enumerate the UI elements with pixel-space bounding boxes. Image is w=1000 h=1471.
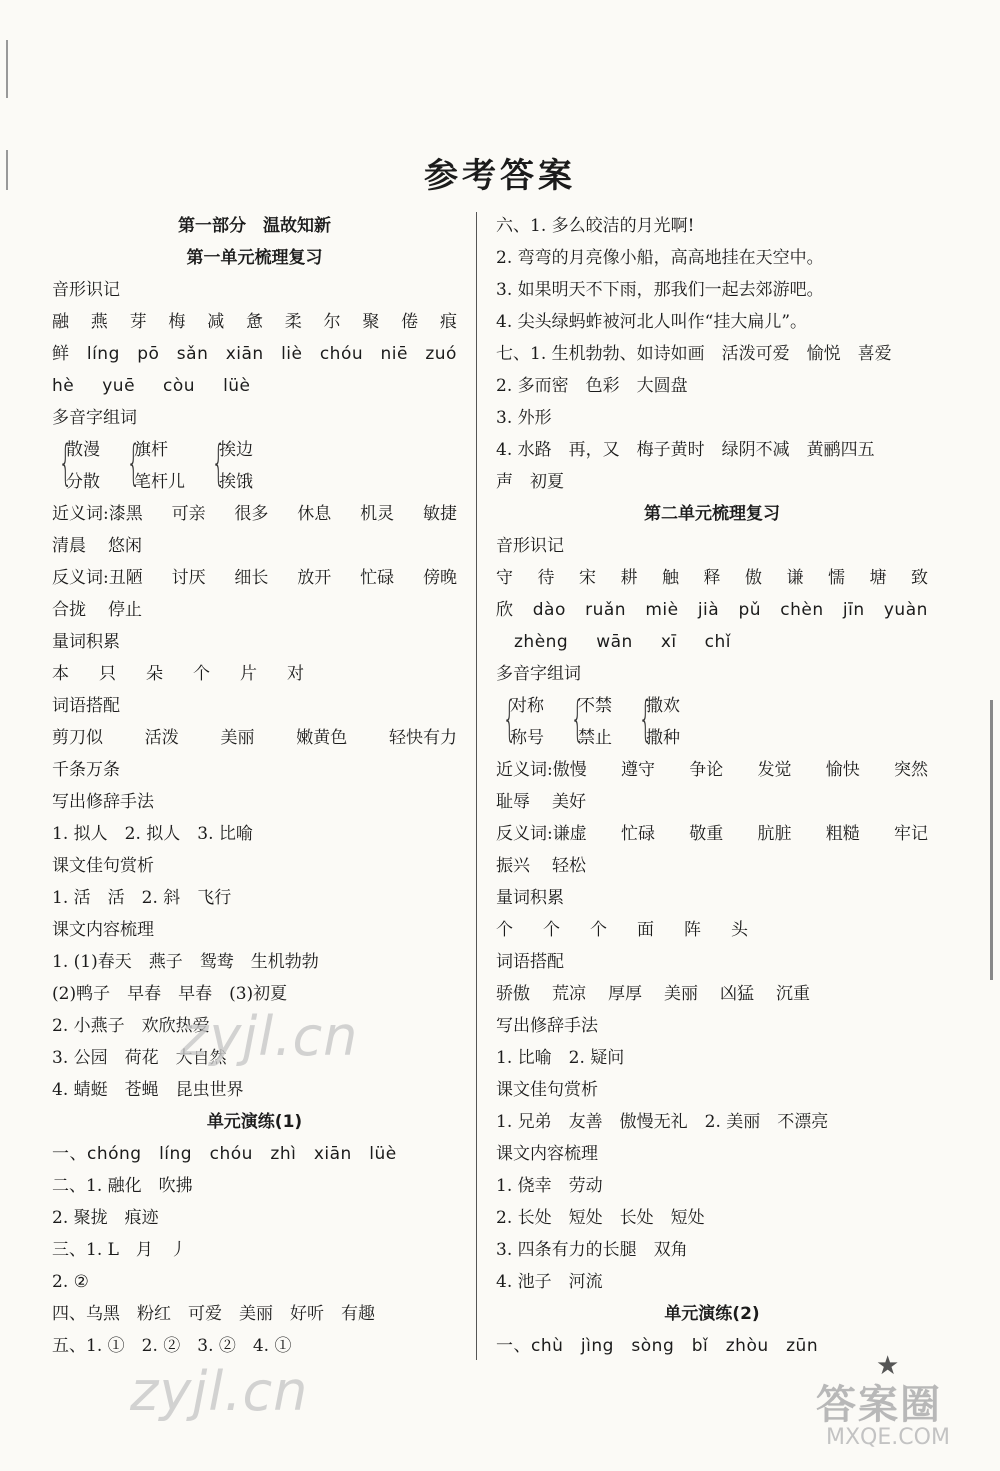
word: 活泼 (144, 728, 179, 748)
answer-line: 2. 长处 短处 长处 短处 (496, 1208, 705, 1228)
pinyin-row (52, 370, 457, 402)
word: líng (86, 344, 120, 364)
word: zuó (425, 344, 457, 364)
word: 敬重 (689, 824, 724, 844)
word: 个 (590, 920, 607, 940)
brace-mark: { (58, 435, 73, 491)
measure-word-row (496, 914, 928, 946)
badge-url: MXQE.COM (826, 1425, 950, 1450)
section-label: 音形识记 (52, 280, 120, 300)
part-title: 第一部分 温故知新 (178, 216, 331, 236)
pinyin-row (496, 594, 928, 626)
answer-line: 3. 如果明天不下雨，那我们一起去郊游吧。 (496, 280, 824, 300)
word: 遵守 (620, 760, 655, 780)
section-label: 多音字组词 (496, 664, 581, 684)
brace-item: 撒种 (646, 728, 680, 748)
answer-line: 3. 外形 (496, 408, 552, 428)
word: 美好 (552, 792, 586, 812)
word: 牢记 (893, 824, 928, 844)
word: 耻辱 (496, 792, 530, 812)
word: 嫩黄色 (296, 728, 348, 748)
answer-line: 七、1. 生机勃勃、如诗如画 活泼可爱 愉悦 喜爱 (496, 344, 892, 364)
brace-mark: { (211, 435, 226, 491)
word: 轻松 (552, 856, 586, 876)
unit-title: 第二单元梳理复习 (644, 504, 780, 524)
word: 塘 (869, 568, 887, 588)
answer-line: 一、chóng líng chóu zhì xiān lüè (52, 1144, 397, 1164)
brace-mark: { (126, 435, 141, 491)
word: 讨厌 (171, 568, 206, 588)
collocation-row (496, 978, 928, 1010)
polyphone-groups (496, 690, 928, 754)
polyphone-groups (52, 434, 457, 498)
section-label: 多音字组词 (52, 408, 137, 428)
word: 个 (543, 920, 560, 940)
column-divider (476, 212, 477, 1360)
word: 只 (99, 664, 116, 684)
word: 肮脏 (757, 824, 792, 844)
word: 沉重 (776, 984, 810, 1004)
word: sǎn (176, 344, 209, 364)
brace-item: 笔杆儿 (134, 472, 185, 492)
word: yuàn (883, 600, 928, 620)
answer-line: 1. 活 活 2. 斜 飞行 (52, 888, 232, 908)
word: 可亲 (171, 504, 206, 524)
word: 尔 (323, 312, 341, 332)
word: jīn (842, 600, 865, 620)
watermark: zyjl.cn (130, 1360, 309, 1423)
left-column (52, 210, 457, 1362)
section-label: 词语搭配 (496, 952, 564, 972)
brace-item: 撒欢 (646, 696, 680, 716)
brace-item: 称号 (510, 728, 544, 748)
word: 反义词:谦虚 (496, 824, 587, 844)
answer-line: 五、1. ① 2. ② 3. ② 4. ① (52, 1336, 292, 1356)
word: 轻快有力 (389, 728, 457, 748)
word: 聚 (362, 312, 380, 332)
answer-line: 二、1. 融化 吹拂 (52, 1176, 193, 1196)
word: 宋 (579, 568, 596, 588)
star-icon: ★ (876, 1351, 900, 1381)
brace-group (120, 434, 195, 498)
word: 芽 (129, 312, 147, 332)
word: 反义词:丑陋 (52, 568, 143, 588)
brace-group (564, 690, 622, 754)
answer-line: 2. 弯弯的月亮像小船，高高地挂在天空中。 (496, 248, 824, 268)
answer-line: 一、chù jìng sòng bǐ zhòu zūn (496, 1336, 819, 1356)
watermark: zyjl.cn (180, 1005, 359, 1068)
word: 凶猛 (720, 984, 754, 1004)
answer-line: 1. 拟人 2. 拟人 3. 比喻 (52, 824, 253, 844)
answer-line: 4. 蜻蜓 苍蝇 昆虫世界 (52, 1080, 244, 1100)
answer-line: 3. 四条有力的长腿 双角 (496, 1240, 688, 1260)
char-row (496, 562, 928, 594)
word: 忙碌 (360, 568, 395, 588)
word: chèn (780, 600, 824, 620)
word: 突然 (893, 760, 928, 780)
section-label: 课文内容梳理 (496, 1144, 598, 1164)
section-label: 音形识记 (496, 536, 564, 556)
brace-mark: { (502, 691, 517, 747)
answer-line: 声 初夏 (496, 472, 564, 492)
word: 近义词:傲慢 (496, 760, 587, 780)
section-label: 课文内容梳理 (52, 920, 154, 940)
answer-line: 1. 侥幸 劳动 (496, 1176, 603, 1196)
word: 放开 (297, 568, 332, 588)
word: 释 (703, 568, 721, 588)
brace-item: 旗杆 (134, 440, 168, 460)
word: 朵 (146, 664, 163, 684)
answer-line: 六、1. 多么皎洁的月光啊! (496, 216, 695, 236)
answer-line: 4. 池子 河流 (496, 1272, 603, 1292)
word: 融 (52, 312, 69, 332)
word: 待 (537, 568, 555, 588)
brace-group (205, 434, 263, 498)
brace-group (632, 690, 690, 754)
word: 耕 (620, 568, 638, 588)
word: 傲 (745, 568, 762, 588)
page-title: 参考答案 (424, 156, 576, 196)
char: 欣 (496, 600, 514, 620)
antonym-row (496, 818, 928, 850)
word: 头 (731, 920, 748, 940)
section-label: 写出修辞手法 (496, 1016, 598, 1036)
word: liè (281, 344, 303, 364)
answer-line: 1. 兄弟 友善 傲慢无礼 2. 美丽 不漂亮 (496, 1112, 829, 1132)
brace-item: 散漫 (66, 440, 100, 460)
exercise-title: 单元演练(1) (206, 1112, 303, 1132)
word: pō (137, 344, 160, 364)
word: 个 (496, 920, 513, 940)
badge-logo: 答案圈 (816, 1382, 942, 1428)
word: 懦 (828, 568, 845, 588)
word: 个 (193, 664, 210, 684)
word: 敏捷 (422, 504, 457, 524)
brace-item: 禁止 (578, 728, 612, 748)
word: 对 (287, 664, 304, 684)
word: 美丽 (220, 728, 255, 748)
brace-item: 不禁 (578, 696, 612, 716)
section-label: 课文佳句赏析 (496, 1080, 598, 1100)
word: 悠闲 (108, 536, 142, 556)
word: yuē (102, 376, 136, 396)
word: chǐ (704, 632, 731, 652)
answer-line: 2. 聚拢 痕迹 (52, 1208, 159, 1228)
word: 致 (911, 568, 928, 588)
brace-item: 挨饿 (219, 472, 253, 492)
section-label: 词语搭配 (52, 696, 120, 716)
answer-line: 4. 尖头绿蚂蚱被河北人叫作“挂大扁儿”。 (496, 312, 808, 332)
synonym-row (52, 498, 457, 530)
word: 守 (496, 568, 513, 588)
antonym-row (496, 850, 928, 882)
answer-line: 2. 多而密 色彩 大圆盘 (496, 376, 688, 396)
word: zhèng (514, 632, 569, 652)
unit-title: 第一单元梳理复习 (186, 248, 323, 268)
word: 美丽 (664, 984, 698, 1004)
section-label: 写出修辞手法 (52, 792, 154, 812)
word: 剪刀似 (52, 728, 103, 748)
word: xī (660, 632, 677, 652)
brace-mark: { (570, 691, 585, 747)
collocation-row (52, 722, 457, 754)
brace-item: 挨边 (219, 440, 253, 460)
word: 振兴 (496, 856, 530, 876)
word: 本 (52, 664, 69, 684)
word: niē (380, 344, 408, 364)
word: 燕 (90, 312, 108, 332)
answer-line: 2. ② (52, 1272, 89, 1292)
pinyin-row (52, 338, 457, 370)
synonym-row (52, 530, 457, 562)
word: 很多 (234, 504, 269, 524)
word: hè (52, 376, 75, 396)
synonym-row (496, 786, 928, 818)
word: 梅 (168, 312, 186, 332)
word: 休息 (297, 504, 332, 524)
section-label: 量词积累 (52, 632, 120, 652)
answer-line: 1. 比喻 2. 疑问 (496, 1048, 625, 1068)
char-row (52, 306, 457, 338)
antonym-row (52, 594, 457, 626)
section-label: 量词积累 (496, 888, 564, 908)
brace-mark: { (638, 691, 653, 747)
answer-line: 四、乌黑 粉红 可爱 美丽 好听 有趣 (52, 1304, 375, 1324)
word: 倦 (401, 312, 419, 332)
word: 痕 (439, 312, 457, 332)
word: miè (645, 600, 679, 620)
word: 触 (662, 568, 679, 588)
word: 停止 (108, 600, 142, 620)
scan-edge-mark (990, 700, 993, 980)
word: 减 (207, 312, 225, 332)
word: 傍晚 (422, 568, 457, 588)
word: 愉快 (825, 760, 860, 780)
pinyin-row (496, 626, 928, 658)
word: 骄傲 (496, 984, 530, 1004)
word: 清晨 (52, 536, 86, 556)
word: 发觉 (757, 760, 792, 780)
corner-badge (816, 1351, 986, 1457)
word: dào (532, 600, 566, 620)
answer-line: 2. 小燕子 欢欣热爱 (52, 1016, 210, 1036)
word: 合拢 (52, 600, 86, 620)
word: 厚厚 (608, 984, 642, 1004)
word: 荒凉 (552, 984, 586, 1004)
word: 忙碌 (620, 824, 655, 844)
brace-group (52, 434, 110, 498)
brace-item: 对称 (510, 696, 544, 716)
word: chóu (319, 344, 364, 364)
word: còu (163, 376, 196, 396)
section-label: 课文佳句赏析 (52, 856, 154, 876)
answer-line: 三、1. L 月 丿 (52, 1240, 187, 1260)
word: 片 (240, 664, 257, 684)
brace-group (496, 690, 554, 754)
word: lüè (223, 376, 251, 396)
synonym-row (496, 754, 928, 786)
exercise-title: 单元演练(2) (664, 1304, 760, 1324)
collocation-row: 千条万条 (52, 760, 120, 780)
answer-line: (2)鸭子 早春 早春 (3)初夏 (52, 984, 288, 1004)
word: pǔ (738, 600, 762, 620)
word: 争论 (689, 760, 724, 780)
measure-word-row (52, 658, 457, 690)
word: 谦 (786, 568, 804, 588)
word: wān (596, 632, 633, 652)
antonym-row (52, 562, 457, 594)
word: 面 (637, 920, 654, 940)
right-column (496, 210, 928, 1362)
char: 鲜 (52, 344, 70, 364)
word: 柔 (284, 312, 302, 332)
word: xiān (225, 344, 264, 364)
word: ruǎn (585, 600, 627, 620)
answer-line: 4. 水路 再，又 梅子黄时 绿阴不减 黄鹂四五 (496, 440, 875, 460)
word: 细长 (234, 568, 269, 588)
word: 粗糙 (825, 824, 860, 844)
word: 阵 (684, 920, 701, 940)
answer-line: 1. (1)春天 燕子 鸳鸯 生机勃勃 (52, 952, 319, 972)
word: 惫 (245, 312, 263, 332)
brace-item: 分散 (66, 472, 100, 492)
word: jià (697, 600, 720, 620)
word: 机灵 (360, 504, 395, 524)
answer-line: 3. 公园 荷花 大自然 (52, 1048, 227, 1068)
scan-edge-mark (6, 40, 8, 98)
word: 近义词:漆黑 (52, 504, 143, 524)
